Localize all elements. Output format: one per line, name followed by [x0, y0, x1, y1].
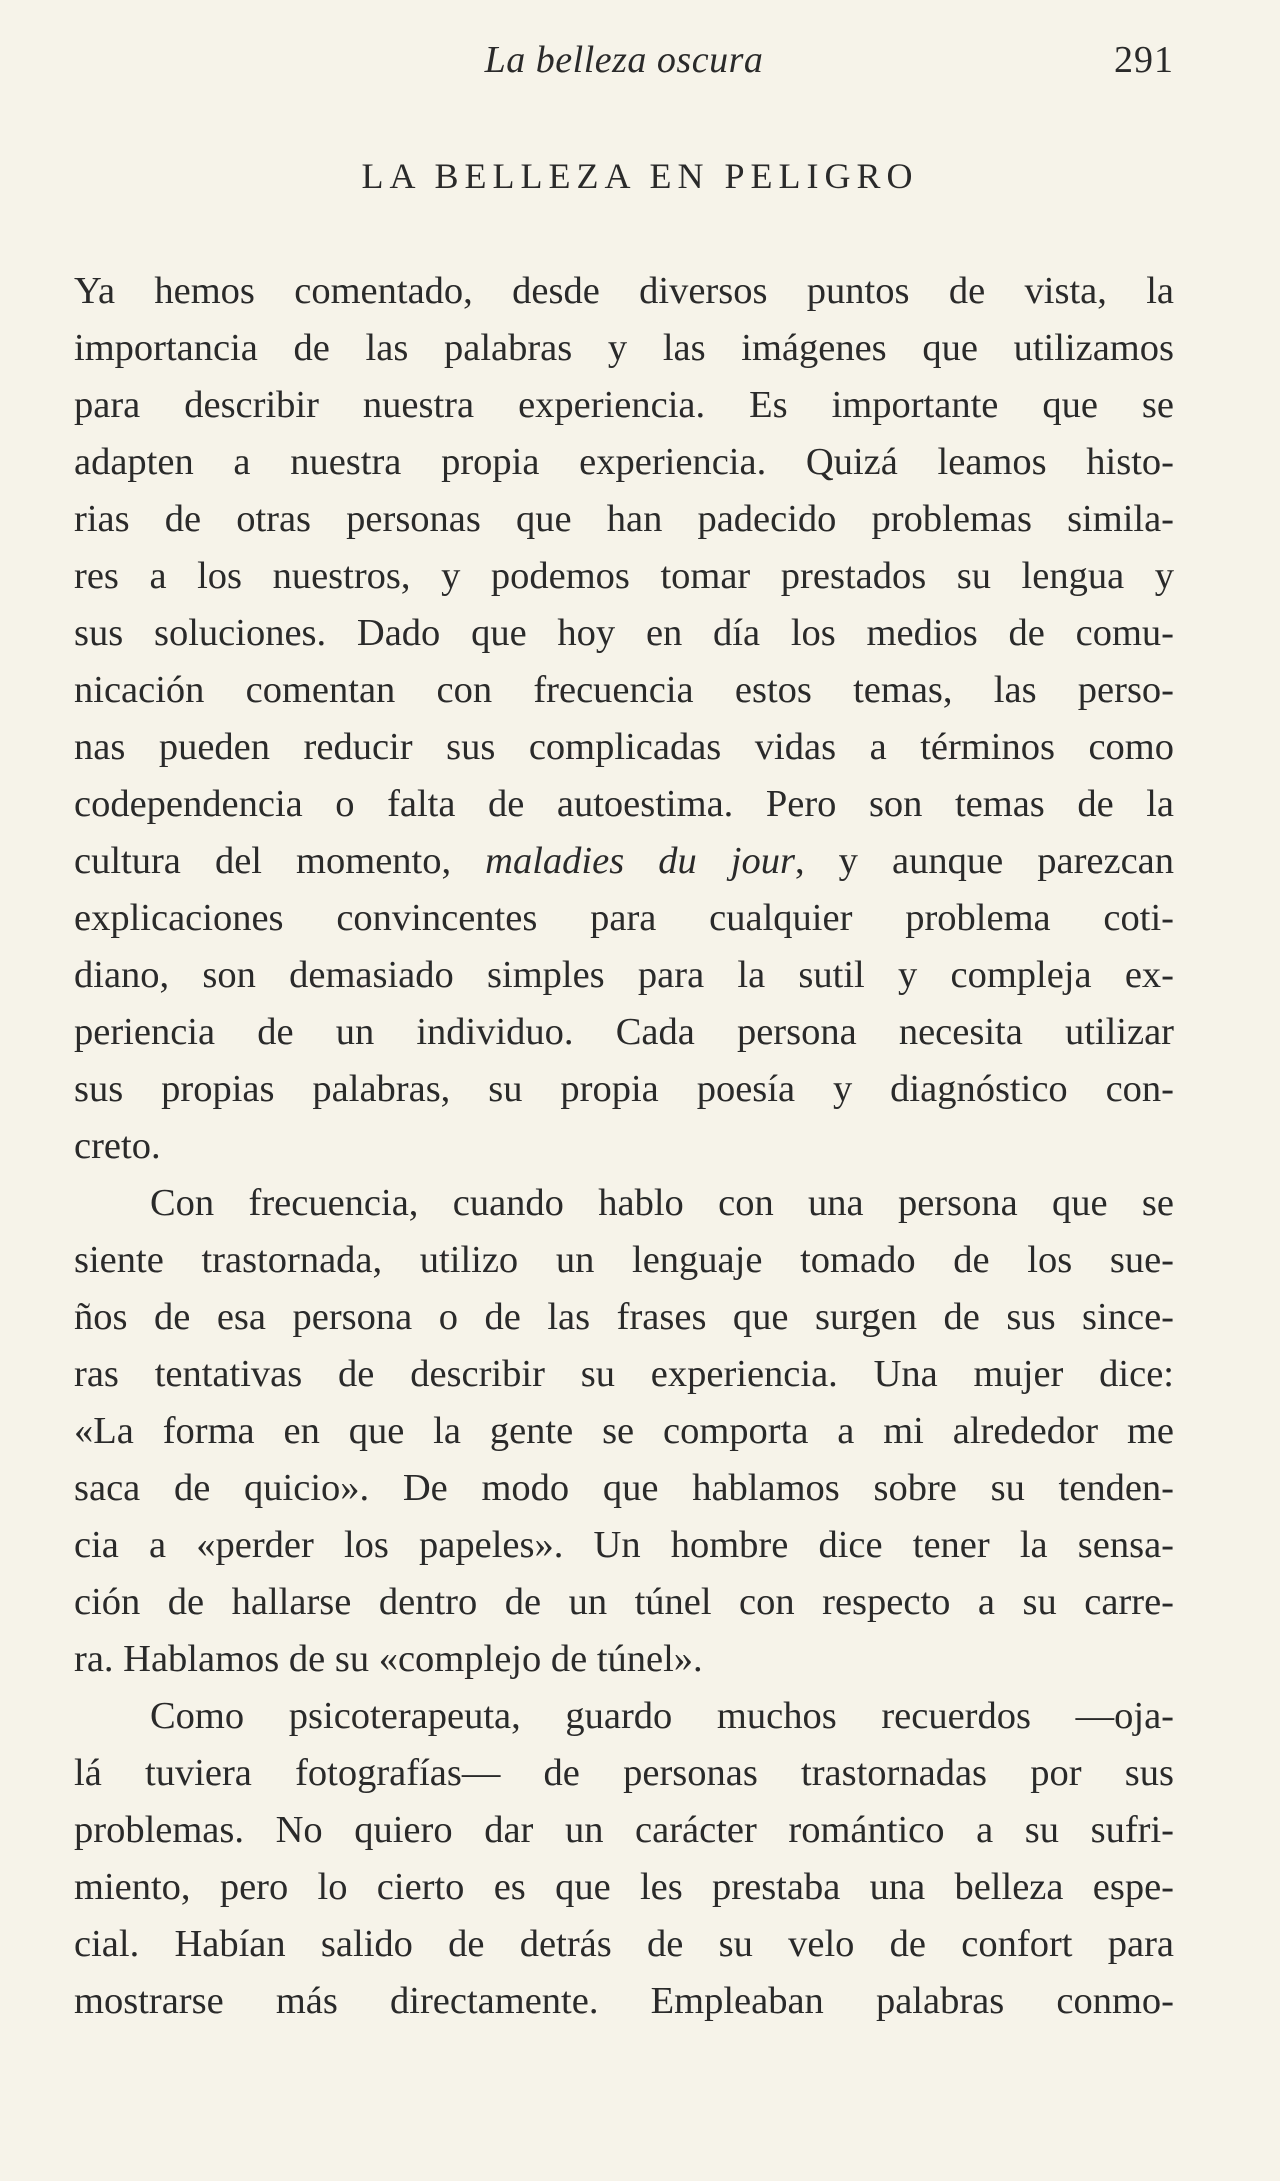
text-line: cia a «perder los papeles». Un hombre dice tener la sensa-	[74, 1524, 1174, 1566]
page-number: 291	[1114, 39, 1174, 81]
text-line: para describir nuestra experiencia. Es importante que se	[74, 384, 1174, 426]
text-line: nicación comentan con frecuencia estos temas, las perso-	[74, 669, 1174, 711]
paragraph-3	[74, 1688, 1174, 2030]
paragraph-1	[74, 263, 1174, 1175]
text-line: ra. Hablamos de su «complejo de túnel».	[74, 1638, 703, 1680]
text-line: nas pueden reducir sus complicadas vidas a términos como	[74, 726, 1174, 768]
text-line: importancia de las palabras y las imágenes que utilizamos	[74, 327, 1174, 369]
text-line: problemas. No quiero dar un carácter romántico a su sufri-	[74, 1809, 1174, 1851]
running-title: La belleza oscura	[484, 39, 764, 81]
text-line: Ya hemos comentado, desde diversos puntos de vista, la	[74, 270, 1174, 312]
text-line: «La forma en que la gente se comporta a mi alrededor me	[74, 1410, 1174, 1452]
text-line: Con frecuencia, cuando hablo con una persona que se	[150, 1182, 1174, 1224]
text-line: codependencia o falta de autoestima. Pero son temas de la	[74, 783, 1174, 825]
text-line: cial. Habían salido de detrás de su velo de confort para	[74, 1923, 1174, 1965]
text-line: mostrarse más directamente. Empleaban palabras conmo-	[74, 1980, 1174, 2022]
text-line: res a los nuestros, y podemos tomar prestados su lengua y	[74, 555, 1174, 597]
text-line: explicaciones convincentes para cualquier problema coti-	[74, 897, 1174, 939]
text-line: diano, son demasiado simples para la sutil y compleja ex-	[74, 954, 1174, 996]
text-line: ras tentativas de describir su experiencia. Una mujer dice:	[74, 1353, 1174, 1395]
paragraph-2	[74, 1175, 1174, 1688]
section-title: LA BELLEZA EN PELIGRO	[361, 156, 919, 196]
body-text	[74, 263, 1174, 2030]
text-fragment: cultura del momento,	[74, 840, 486, 882]
text-line: Como psicoterapeuta, guardo muchos recuerdos —oja-	[150, 1695, 1174, 1737]
running-header	[74, 38, 1174, 98]
text-line: adapten a nuestra propia experiencia. Quizá leamos histo-	[74, 441, 1174, 483]
text-line: siente trastornada, utilizo un lenguaje tomado de los sue-	[74, 1239, 1174, 1281]
text-line: saca de quicio». De modo que hablamos sobre su tenden-	[74, 1467, 1174, 1509]
text-line-with-italic	[74, 833, 1174, 890]
text-fragment: , y aunque parezcan	[795, 840, 1174, 882]
text-line: ños de esa persona o de las frases que surgen de sus since-	[74, 1296, 1174, 1338]
text-line: miento, pero lo cierto es que les prestaba una belleza espe-	[74, 1866, 1174, 1908]
text-line: creto.	[74, 1125, 161, 1167]
text-line: sus soluciones. Dado que hoy en día los medios de comu-	[74, 612, 1174, 654]
text-line: lá tuviera fotografías— de personas trastornadas por sus	[74, 1752, 1174, 1794]
text-line: ción de hallarse dentro de un túnel con respecto a su carre-	[74, 1581, 1174, 1623]
text-line: rias de otras personas que han padecido problemas simila-	[74, 498, 1174, 540]
text-line: periencia de un individuo. Cada persona necesita utilizar	[74, 1011, 1174, 1053]
text-line: sus propias palabras, su propia poesía y diagnóstico con-	[74, 1068, 1174, 1110]
italic-phrase: maladies du jour	[485, 840, 795, 882]
